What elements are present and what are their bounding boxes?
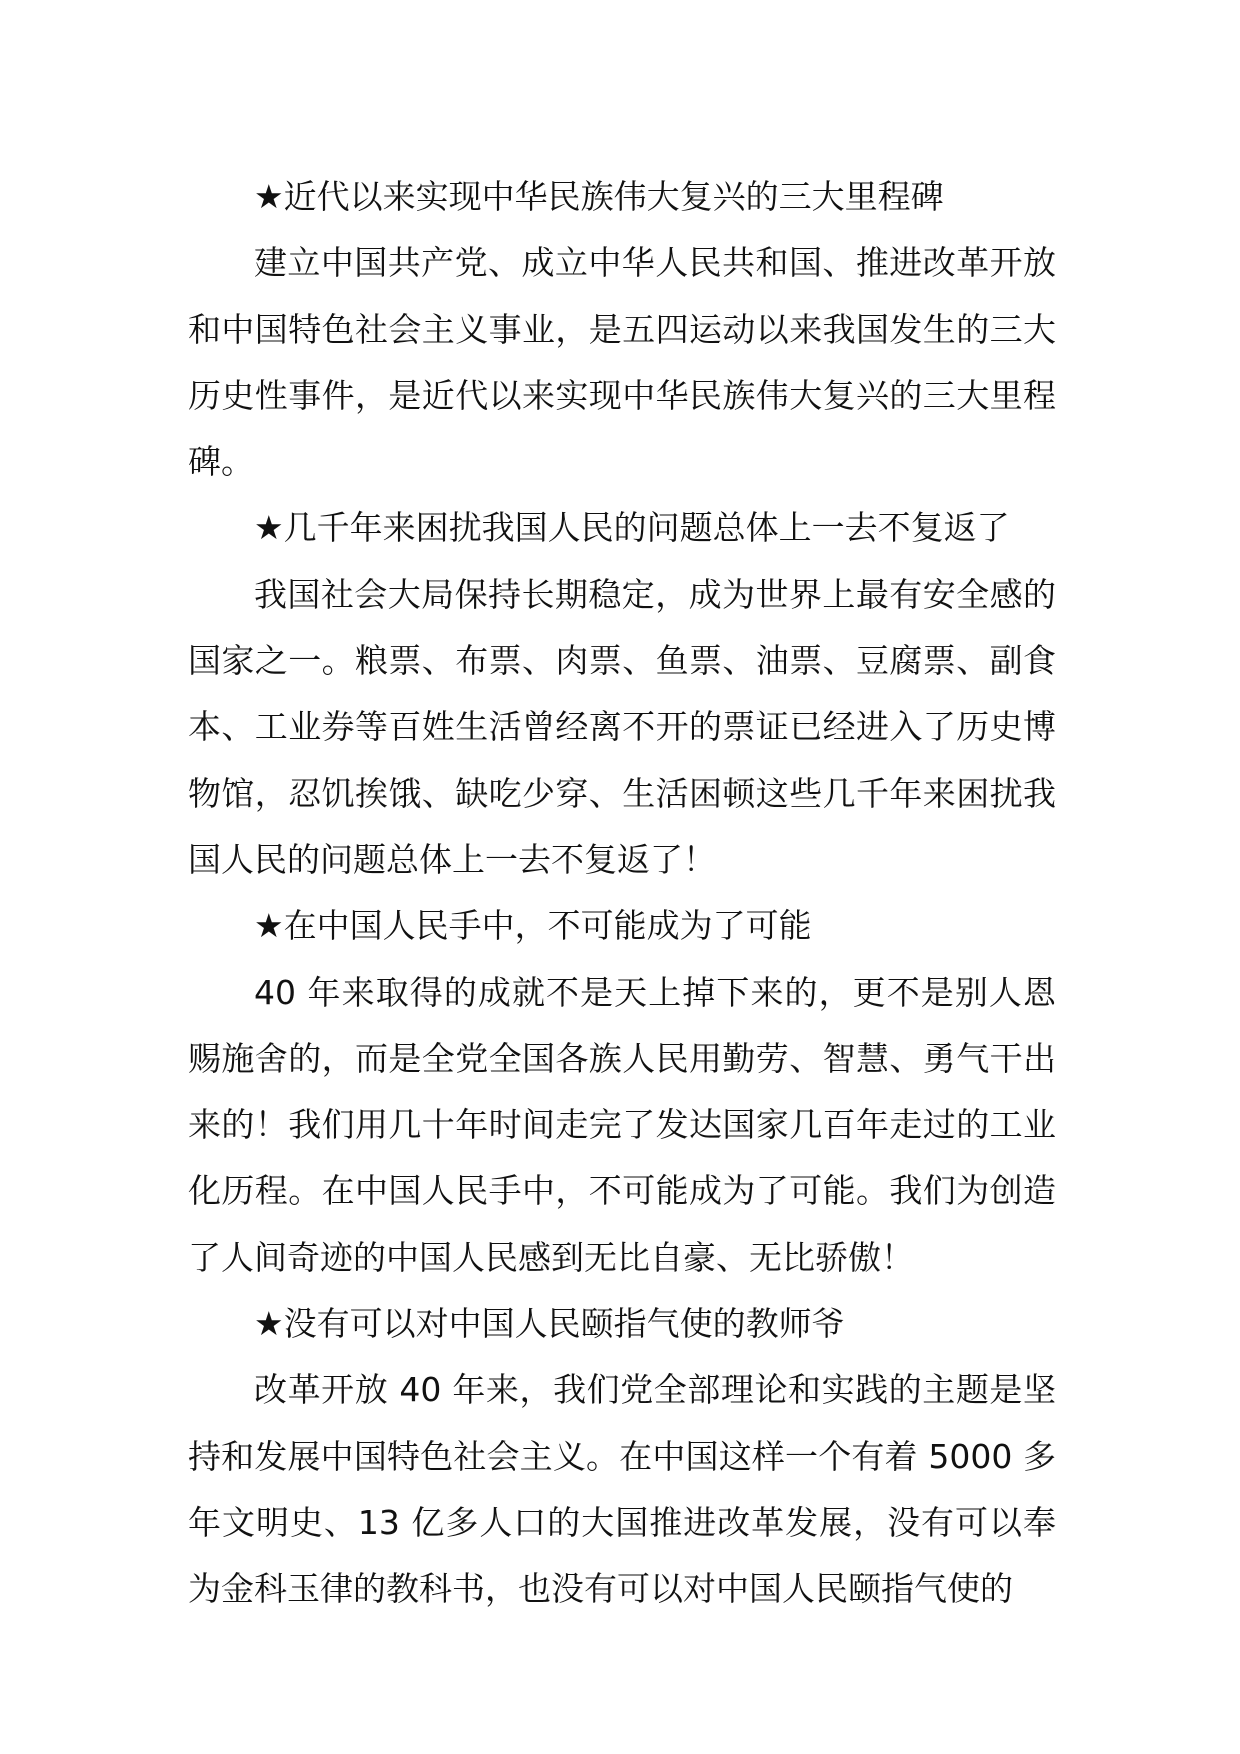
section-heading-1: ★近代以来实现中华民族伟大复兴的三大里程碑 — [254, 177, 944, 216]
section-heading-4: ★没有可以对中国人民颐指气使的教师爷 — [254, 1304, 845, 1344]
section-heading-3: ★在中国人民手中，不可能成为了可能 — [254, 906, 812, 946]
section-body-2: 我国社会大局保持长期稳定，成为世界上最有安全感的国家之一。粮票、布票、肉票、鱼票、油票、豆腐票、副食本、工业券等百姓生活曾经离不开的票证已经进入了历史博物馆，忍饥挨饿、缺吃少穿、生活困顿这些几千年来困扰我国人民的问题总体上一去不复返了！ — [188, 574, 1056, 879]
section-body-1: 建立中国共产党、成立中华人民共和国、推进改革开放和中国特色社会主义事业，是五四运动以来我国发生的三大历史性事件，是近代以来实现中华民族伟大复兴的三大里程碑。 — [188, 243, 1056, 482]
section-body-4: 改革开放 40 年来，我们党全部理论和实践的主题是坚持和发展中国特色社会主义。在中国这样一个有着 5000 多年文明史、13 亿多人口的大国推进改革发展，没有可以奉为金科玉律的教科书，也没有可以对中国人民颐指气使的 — [188, 1370, 1056, 1609]
document-page — [188, 164, 1056, 1623]
section-body-3: 40 年来取得的成就不是天上掉下来的，更不是别人恩赐施舍的，而是全党全国各族人民用勤劳、智慧、勇气干出来的！我们用几十年时间走完了发达国家几百年走过的工业化历程。在中国人民手中，不可能成为了可能。我们为创造了人间奇迹的中国人民感到无比自豪、无比骄傲！ — [188, 972, 1056, 1277]
section-heading-2: ★几千年来困扰我国人民的问题总体上一去不复返了 — [254, 508, 1010, 548]
